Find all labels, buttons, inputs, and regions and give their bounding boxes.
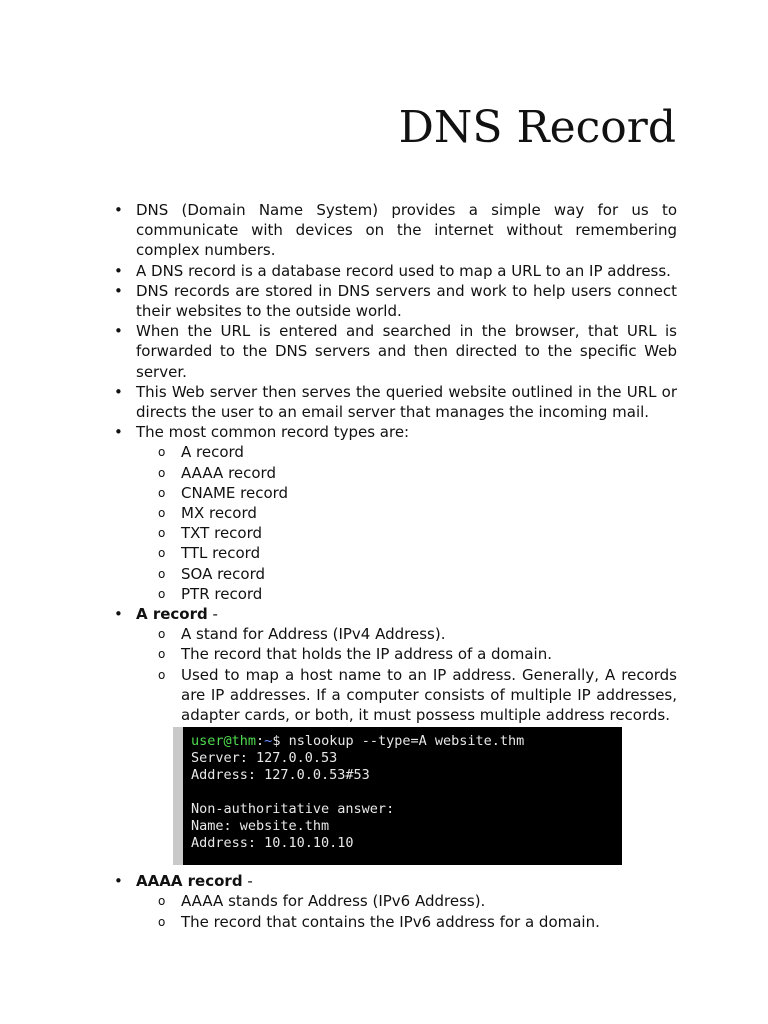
page-title: DNS Record [398, 102, 676, 153]
terminal-prompt-dir: ~ [264, 733, 273, 750]
terminal-command: nslookup --type=A website.thm [288, 733, 525, 750]
bullet-item-aaaa-record [114, 871, 677, 932]
terminal-prompt-user: user@thm [191, 733, 257, 750]
terminal-output-line: Name: website.thm [191, 818, 330, 835]
record-type-item: o SOA record [136, 564, 677, 584]
main-bullet-list [114, 200, 677, 932]
record-type-item: o PTR record [136, 584, 677, 604]
bullet-item-common-types [114, 422, 677, 604]
a-record-heading: A record [136, 605, 208, 624]
record-type-item: o AAAA record [136, 463, 677, 483]
bullet-item: • This Web server then serves the queried website outlined in the URL or directs the user to an email server that manages the incoming mail. [114, 382, 677, 422]
bullet-item: • DNS (Domain Name System) provides a simple way for us to communicate with devices on the internet without remembering complex numbers. [114, 200, 677, 261]
record-type-item: o A record [136, 442, 677, 462]
bullet-item: • When the URL is entered and searched in the browser, that URL is forwarded to the DNS servers and then directed to the specific Web server. [114, 321, 677, 382]
terminal-output-line: Non-authoritative answer: [191, 801, 395, 818]
terminal-output-line: Address: 10.10.10.10 [191, 835, 354, 852]
terminal-output-line: Address: 127.0.0.53#53 [191, 767, 370, 784]
terminal-prompt-end: $ [272, 733, 289, 750]
bullet-item: • DNS records are stored in DNS servers and work to help users connect their websites to the outside world. [114, 281, 677, 321]
aaaa-record-list [136, 891, 677, 931]
record-type-item: o TTL record [136, 543, 677, 563]
bullet-item: • A DNS record is a database record used to map a URL to an IP address. [114, 261, 677, 281]
terminal-output-line [191, 784, 614, 801]
terminal-output-line: Server: 127.0.0.53 [191, 750, 338, 767]
record-type-item: o TXT record [136, 523, 677, 543]
common-types-intro: The most common record types are: [136, 423, 410, 442]
bullet-item-a-record [114, 604, 677, 865]
terminal-command-line [191, 733, 614, 750]
aaaa-record-heading: AAAA record [136, 872, 243, 891]
record-types-list [136, 442, 677, 604]
a-record-item: o The record that holds the IP address of a domain. [136, 644, 677, 664]
a-record-dash: - [207, 605, 218, 624]
record-type-item: o MX record [136, 503, 677, 523]
aaaa-record-dash: - [242, 872, 253, 891]
a-record-item: o Used to map a host name to an IP address. Generally, A records are IP addresses. If a computer consists of multiple IP addresses, adapter cards, or both, it must possess multiple address records. [136, 665, 677, 726]
terminal-screenshot [173, 727, 622, 865]
aaaa-record-item: o AAAA stands for Address (IPv6 Address). [136, 891, 677, 911]
a-record-item: o A stand for Address (IPv4 Address). [136, 624, 677, 644]
a-record-list [136, 624, 677, 725]
record-type-item: o CNAME record [136, 483, 677, 503]
aaaa-record-item: o The record that contains the IPv6 address for a domain. [136, 912, 677, 932]
terminal-prompt-colon: : [256, 733, 265, 750]
